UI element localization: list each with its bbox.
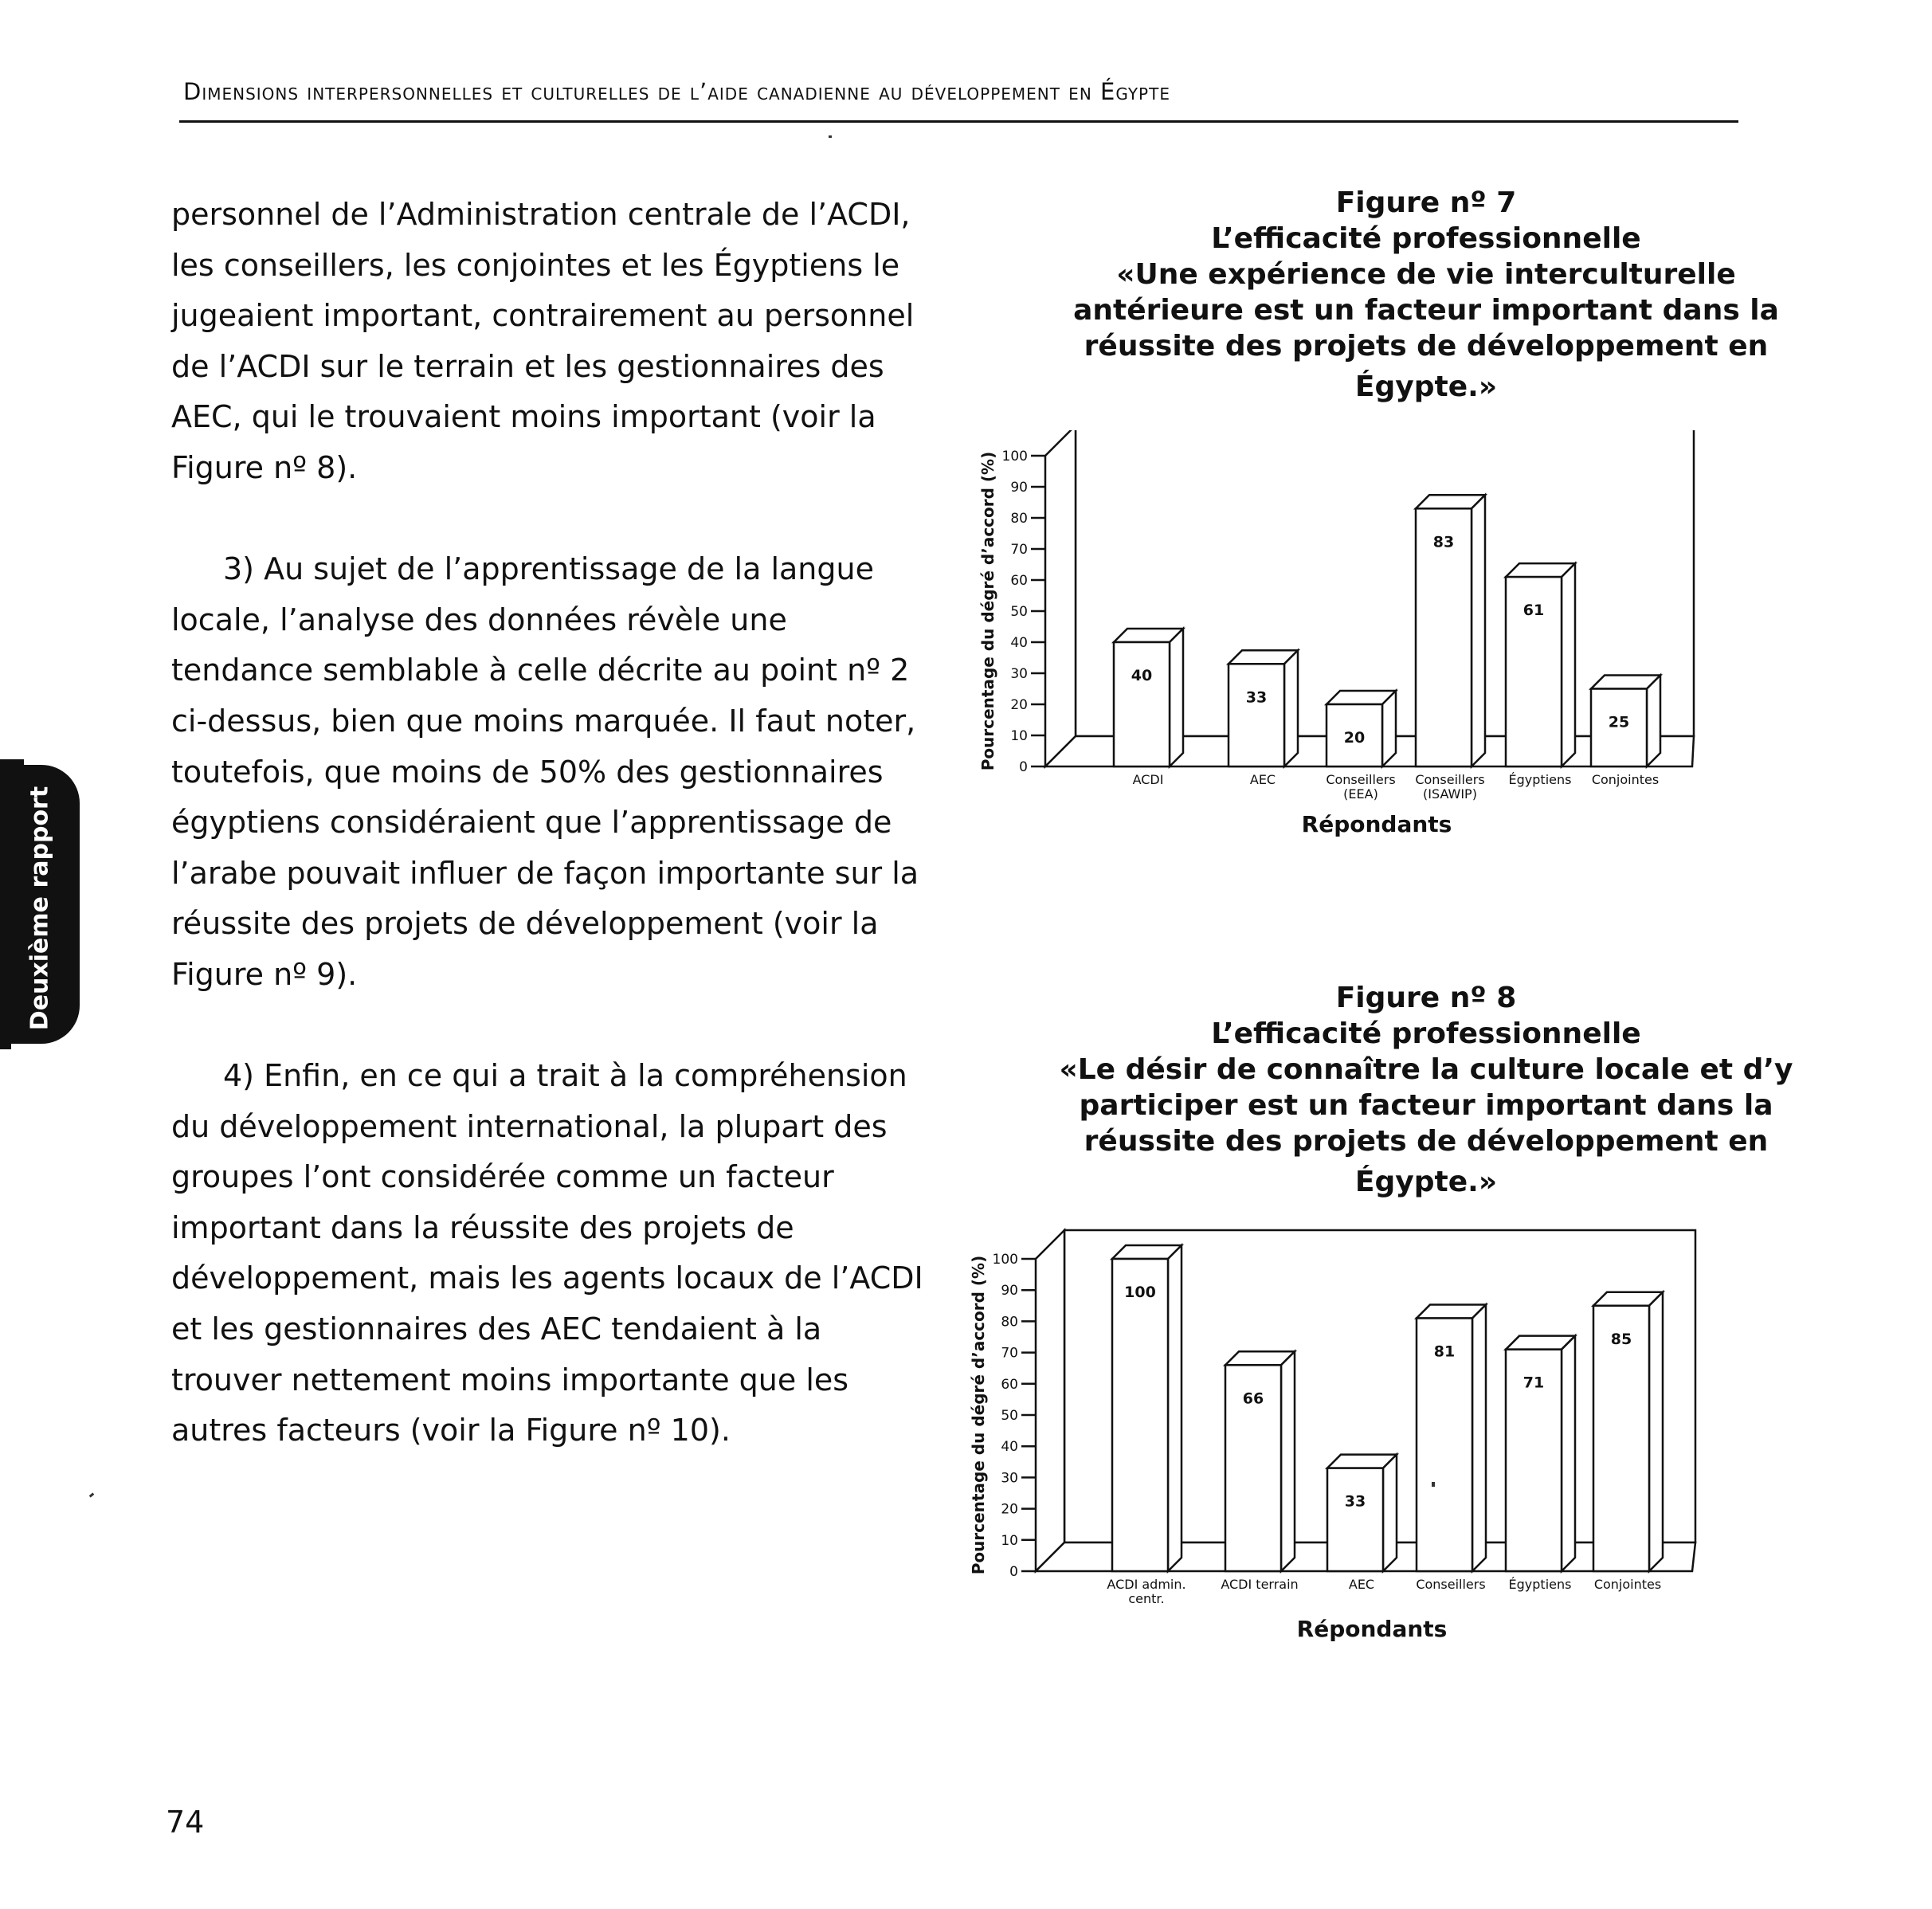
y-tick-label: 40 (1001, 1439, 1018, 1456)
chart-side-wall (1045, 430, 1076, 766)
figure-7-caption-block (948, 185, 1904, 405)
x-category-label: AEC (1249, 772, 1276, 787)
bar-value-label: 81 (1433, 1343, 1456, 1361)
header-rule (179, 120, 1738, 123)
scan-speck (829, 135, 832, 138)
y-tick-label: 0 (1009, 1564, 1018, 1580)
paragraph-1: personnel de l’Administration centrale de l’ACDI, les conseillers, les conjointes et les Égyptiens le jugeaient important, contrairement au personnel de l’ACDI sur le terrain et les gestionnaires des AEC, qui le trouvaient moins important (voir la Figure nº 8). (171, 197, 915, 485)
y-tick-label: 20 (1010, 697, 1028, 713)
x-category-label: ACDI terrain (1221, 1577, 1299, 1592)
figure-7-chart (956, 430, 1753, 864)
paragraph-2: 3) Au sujet de l’apprentissage de la langue locale, l’analyse des données révèle une tendance semblable à celle décrite au point nº 2 ci-dessus, bien que moins marquée. Il faut noter, toutefois, que moins de 50% des gestionnaires égyptiens considéraient que l’apprentissage de l’arabe pouvait influer de façon importante sur la réussite des projets de développement (voir la Figure nº 9). (171, 551, 919, 992)
bar-side (1170, 629, 1183, 766)
bar-value-label: 71 (1522, 1374, 1545, 1392)
page-number: 74 (166, 1805, 205, 1840)
y-tick-label: 70 (1001, 1345, 1018, 1362)
bar-side (1168, 1245, 1182, 1571)
y-tick-label: 100 (1001, 449, 1028, 465)
figure-8-chart-svg (956, 1227, 1753, 1689)
bar-value-label: 33 (1245, 688, 1268, 707)
figure-7-quote-line: réussite des projets de développement en (1084, 330, 1769, 363)
y-tick-label: 80 (1001, 1314, 1018, 1331)
scan-speck (1432, 1482, 1435, 1487)
y-tick-label: 80 (1010, 511, 1028, 527)
y-tick-label: 50 (1001, 1408, 1018, 1424)
body-text-column (171, 190, 936, 1507)
bar-side (1472, 1304, 1486, 1571)
bar-value-label: 25 (1608, 713, 1630, 731)
x-category-label: Conjointes (1591, 772, 1660, 787)
x-category-label: Conseillers (1415, 772, 1485, 787)
bar-side (1562, 1336, 1575, 1571)
side-tab-notch (0, 1038, 11, 1049)
paragraph-3: 4) Enfin, en ce qui a trait à la compréhension du développement international, la plupart des groupes l’ont considérée comme un facteur important dans la réussite des projets de développement, mais les agents locaux de l’ACDI et les gestionnaires des AEC tendaient à la trouver nettement moins importante que les autres facteurs (voir la Figure nº 10). (171, 1058, 923, 1448)
scan-speck (89, 1492, 95, 1497)
y-tick-label: 0 (1019, 759, 1028, 775)
y-tick-label: 30 (1001, 1470, 1018, 1487)
bar-value-label: 33 (1344, 1492, 1366, 1511)
bar-value-label: 66 (1242, 1390, 1264, 1408)
bar (1112, 1259, 1168, 1571)
y-tick-label: 70 (1010, 542, 1028, 558)
figure-8-quote-line: participer est un facteur important dans la (1079, 1089, 1773, 1122)
y-tick-label: 10 (1001, 1532, 1018, 1549)
figure-8-quote-line: réussite des projets de développement en (1084, 1125, 1769, 1158)
y-axis-label: Pourcentage du dégré d’accord (%) (978, 451, 997, 771)
x-axis-label: Répondants (1301, 811, 1452, 837)
y-tick-label: 60 (1010, 573, 1028, 589)
x-category-label: Égyptiens (1508, 772, 1572, 787)
y-tick-label: 60 (1001, 1376, 1018, 1393)
bar-value-label: 100 (1124, 1284, 1156, 1301)
figure-7-quote-last: Égypte.» (1354, 370, 1498, 403)
y-tick-label: 10 (1010, 728, 1028, 744)
running-header: Dimensions interpersonnelles et culturelles de l’aide canadienne au développement en Égypte (183, 78, 1170, 105)
bar-value-label: 83 (1432, 533, 1455, 551)
x-axis-label: Répondants (1296, 1616, 1448, 1642)
chart-side-wall (1036, 1230, 1064, 1571)
figure-8-caption (948, 980, 1904, 1200)
figure-7-caption (948, 185, 1904, 405)
figure-8-chart (956, 1227, 1753, 1692)
x-category-sublabel: centr. (1128, 1591, 1165, 1606)
bar-side (1472, 495, 1485, 766)
figure-7-quote-line: antérieure est un facteur important dans la (1073, 294, 1779, 327)
x-category-label: AEC (1348, 1577, 1375, 1592)
y-tick-label: 30 (1010, 666, 1028, 682)
bar (1327, 1468, 1383, 1571)
y-tick-label: 100 (992, 1252, 1018, 1268)
bar-side (1383, 1455, 1397, 1571)
bar-side (1562, 563, 1575, 766)
figure-7-quote-line: «Une expérience de vie interculturelle (1116, 258, 1736, 291)
bar (1229, 664, 1284, 766)
figure-8-quote-last: Égypte.» (1354, 1166, 1498, 1198)
y-tick-label: 40 (1010, 635, 1028, 651)
figure-8-quote-line: «Le désir de connaître la culture locale et d’y (1059, 1053, 1793, 1086)
bar-side (1281, 1351, 1295, 1571)
bar-side (1647, 676, 1660, 767)
y-tick-label: 20 (1001, 1501, 1018, 1518)
y-tick-label: 50 (1010, 604, 1028, 620)
bar-side (1284, 650, 1298, 766)
x-category-label: Conjointes (1593, 1577, 1662, 1592)
y-tick-label: 90 (1001, 1283, 1018, 1299)
figure-7-number: Figure nº 7 (1335, 186, 1517, 219)
bar (1114, 642, 1170, 766)
x-category-label: Conseillers (1416, 1577, 1486, 1592)
bar-side (1649, 1292, 1663, 1571)
x-category-label: Conseillers (1326, 772, 1396, 787)
bar-value-label: 40 (1131, 667, 1153, 684)
figure-8-subtitle: L’efficacité professionnelle (1211, 1017, 1641, 1050)
bar-value-label: 20 (1343, 729, 1366, 747)
x-category-sublabel: (ISAWIP) (1423, 786, 1477, 802)
side-tab-label: Deuxième rapport (25, 786, 54, 1031)
y-tick-label: 90 (1010, 480, 1028, 496)
x-category-sublabel: (EEA) (1343, 786, 1378, 802)
x-category-label: ACDI admin. (1107, 1577, 1186, 1592)
figure-7-subtitle: L’efficacité professionnelle (1211, 222, 1641, 255)
figure-8-caption-block (948, 980, 1904, 1200)
bar-value-label: 85 (1610, 1330, 1632, 1348)
x-category-label: Égyptiens (1508, 1577, 1572, 1592)
x-category-label: ACDI (1132, 772, 1164, 787)
bar-value-label: 61 (1522, 602, 1545, 620)
bar-side (1382, 691, 1396, 766)
y-axis-label: Pourcentage du dégré d’accord (%) (969, 1255, 988, 1575)
figure-7-chart-svg (956, 430, 1753, 860)
figure-8-number: Figure nº 8 (1335, 982, 1517, 1014)
